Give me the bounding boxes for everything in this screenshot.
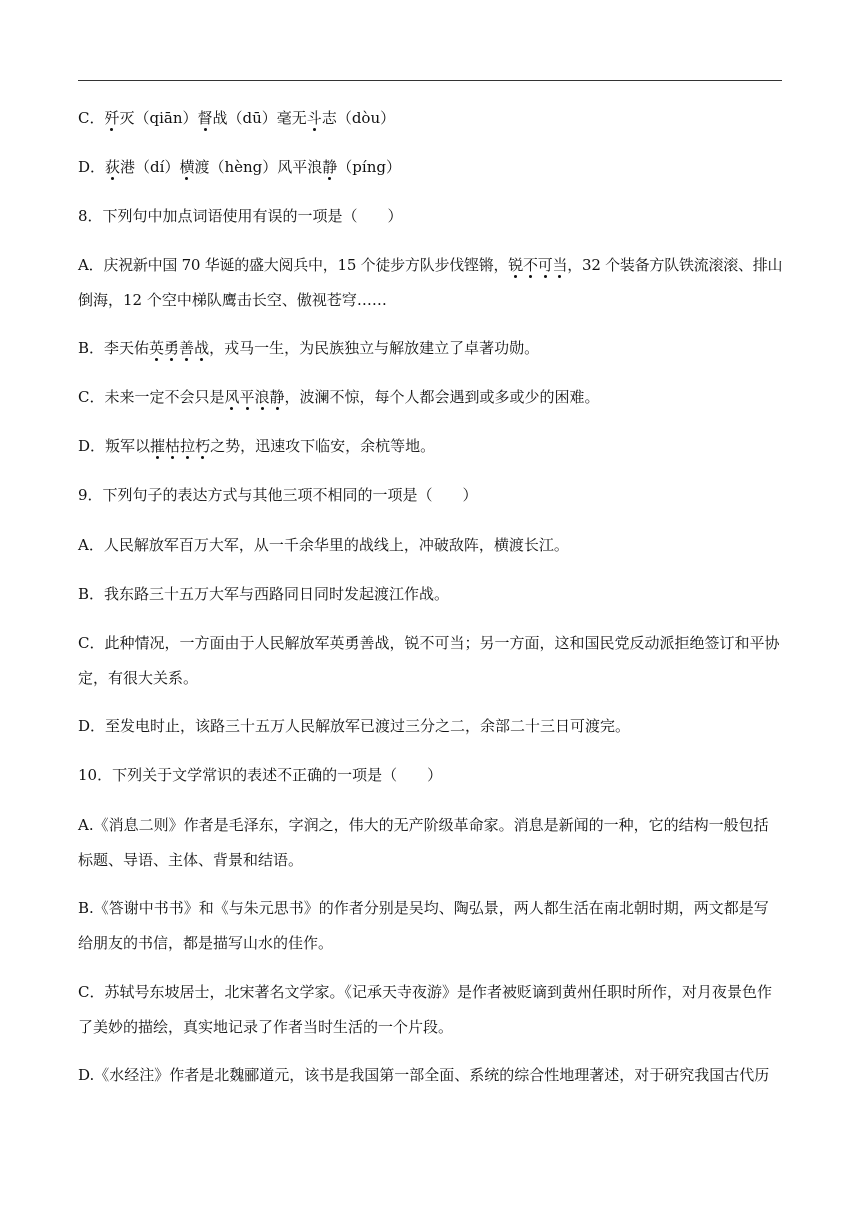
text-line xyxy=(78,535,782,555)
text-segment: A.《消息二则》作者是毛泽东，字润之，伟大的无产阶级革命家。消息是新闻的一种，它的结构一般包括 xyxy=(78,816,769,834)
text-segment: 渡（hèng）风平浪 xyxy=(194,158,323,176)
text-segment: A．庆祝新中国 70 华诞的盛大阅兵中，15 个徒步方队步伐铿锵， xyxy=(78,256,509,274)
text-line xyxy=(78,668,782,688)
text-line xyxy=(78,290,782,310)
text-segment: 志（dòu） xyxy=(321,109,396,127)
text-segment: C．此种情况，一方面由于人民解放军英勇善战，锐不可当；另一方面，这和国民党反动派拒绝签订和平协 xyxy=(78,634,780,652)
text-line xyxy=(78,982,782,1002)
emphasized-text: 歼 xyxy=(104,109,120,127)
text-line xyxy=(78,1017,782,1037)
text-segment: 10．下列关于文学常识的表述不正确的一项是（ ） xyxy=(78,766,443,784)
text-segment: 灭（qiān） xyxy=(119,109,198,127)
text-segment: B．我东路三十五万大军与西路同日同时发起渡江作战。 xyxy=(78,585,450,603)
text-segment: C． xyxy=(78,109,105,127)
text-segment: （píng） xyxy=(337,158,401,176)
emphasized-text: 英勇善战 xyxy=(149,339,210,357)
text-line xyxy=(78,633,782,653)
text-line xyxy=(78,387,782,407)
text-segment: 标题、导语、主体、背景和结语。 xyxy=(78,851,304,869)
text-segment: D．叛军以 xyxy=(78,437,151,455)
text-line xyxy=(78,933,782,953)
emphasized-text: 风平浪静 xyxy=(224,388,285,406)
text-segment: ，波澜不惊，每个人都会遇到或多或少的困难。 xyxy=(284,388,600,406)
text-segment: 给朋友的书信，都是描写山水的佳作。 xyxy=(78,934,334,952)
text-line xyxy=(78,206,782,226)
emphasized-text: 斗 xyxy=(306,109,322,127)
text-segment: 战（dū）毫无 xyxy=(212,109,307,127)
text-line xyxy=(78,815,782,835)
text-segment: 倒海，12 个空中梯队鹰击长空、傲视苍穹…… xyxy=(78,291,387,309)
text-segment: B．李天佑 xyxy=(78,339,150,357)
text-line xyxy=(78,338,782,358)
text-line xyxy=(78,850,782,870)
text-line xyxy=(78,584,782,604)
text-segment: D.《水经注》作者是北魏郦道元，该书是我国第一部全面、系统的综合性地理著述，对于研究我国古代历 xyxy=(78,1066,770,1084)
text-segment: ，戎马一生，为民族独立与解放建立了卓著功勋。 xyxy=(209,339,540,357)
text-segment: A．人民解放军百万大军，从一千余华里的战线上，冲破敌阵，横渡长江。 xyxy=(78,536,569,554)
text-segment: C．苏轼号东坡居士，北宋著名文学家。《记承天寺夜游》是作者被贬谪到黄州任职时所作，对月夜景色作 xyxy=(78,983,772,1001)
emphasized-text: 横 xyxy=(179,158,195,176)
text-line xyxy=(78,1065,782,1085)
emphasized-text: 静 xyxy=(322,158,338,176)
text-segment: B.《答谢中书书》和《与朱元思书》的作者分别是吴均、陶弘景，两人都生活在南北朝时期，两文都是写 xyxy=(78,899,769,917)
text-segment: C．未来一定不会只是 xyxy=(78,388,225,406)
emphasized-text: 督 xyxy=(197,109,213,127)
text-line xyxy=(78,765,782,785)
text-line xyxy=(78,436,782,456)
header-rule xyxy=(78,80,782,81)
text-line xyxy=(78,716,782,736)
text-segment: 港（dí） xyxy=(120,158,180,176)
text-segment: 定，有很大关系。 xyxy=(78,669,199,687)
text-segment: 8．下列句中加点词语使用有误的一项是（ ） xyxy=(78,207,403,225)
text-line xyxy=(78,108,782,128)
text-line xyxy=(78,255,782,275)
text-line xyxy=(78,898,782,918)
emphasized-text: 锐不可当 xyxy=(508,256,568,274)
text-segment: ，32 个装备方队铁流滚滚、排山 xyxy=(567,256,783,274)
emphasized-text: 摧枯拉朽 xyxy=(150,437,211,455)
text-line xyxy=(78,157,782,177)
text-segment: 了美妙的描绘，真实地记录了作者当时生活的一个片段。 xyxy=(78,1018,454,1036)
text-segment: 9．下列句子的表达方式与其他三项不相同的一项是（ ） xyxy=(78,486,478,504)
text-segment: D．至发电时止，该路三十五万人民解放军已渡过三分之二，余部二十三日可渡完。 xyxy=(78,717,631,735)
emphasized-text: 荻 xyxy=(105,158,121,176)
text-line xyxy=(78,485,782,505)
text-segment: D． xyxy=(78,158,106,176)
text-segment: 之势，迅速攻下临安，余杭等地。 xyxy=(210,437,436,455)
